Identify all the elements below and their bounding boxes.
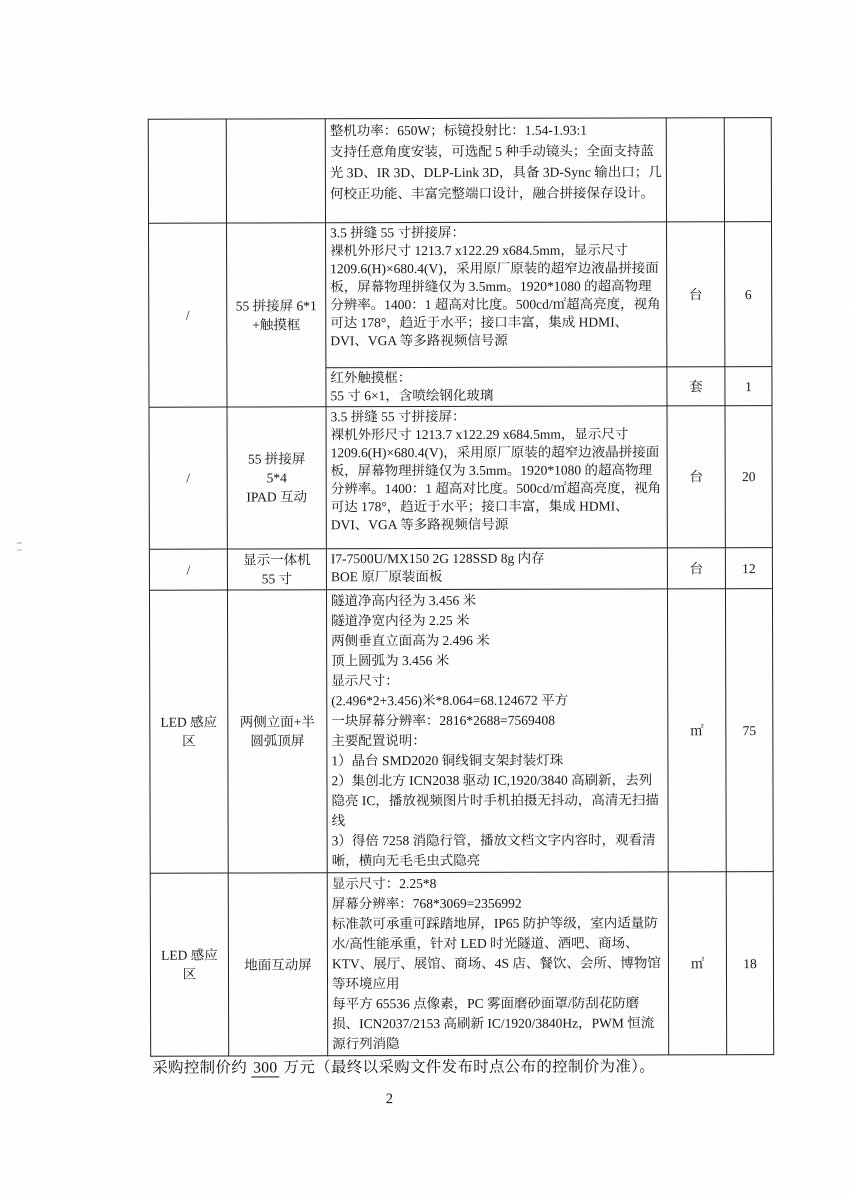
row3-unit: 台 bbox=[667, 406, 725, 548]
table-row bbox=[149, 548, 772, 591]
row4-unit: 台 bbox=[667, 548, 725, 589]
procurement-spec-table bbox=[148, 117, 774, 1057]
row5-product-name: 两侧立面+半 圆弧顶屏 bbox=[227, 590, 327, 873]
row2-videowall-spec: 3.5 拼缝 55 寸拼接屏： 裸机外形尺寸 1213.7 x122.29 x684.5mm，显示尺寸 1209.6(H)×680.4(V)，采用原厂原装的超窄边液晶拼接面板，屏幕物理拼缝仅为 3.5mm。1920*1080 的超高物理分辨率。1400：1 超高对比度。500cd/㎡超高亮度，视角可达 178°，趋近于水平；接口丰富，集成 HDMI、DVI、VGA 等多路视频信号源 bbox=[326, 222, 667, 368]
row5-led-tunnel-spec: 隧道净高内径为 3.456 米 隧道净宽内径为 2.25 米 两侧垂直立面高为 2.496 米 顶上圆弧为 3.456 米 显示尺寸： (2.496*2+3.456)米*8.064=68.124672 平方 一块屏幕分辨率：2816*2688=7569408 主要配置说明： 1）晶台 SMD2020 铜线铜支架封装灯珠 2）集创北方 ICN2038 驱动 IC,1920/3840 高刷新，去列隐亮 IC，播放视频图片时手机拍摄无抖动，高清无扫描线 3）得倍 7258 消隐行管，播放文档文字内容时，观看清晰，横向无毛毛虫式隐亮 bbox=[326, 589, 668, 873]
note-prefix: 采购控制价约 bbox=[152, 1059, 252, 1077]
table-row bbox=[149, 589, 773, 874]
row1-name-cell-empty bbox=[226, 119, 325, 223]
table-row bbox=[148, 118, 771, 224]
row1-qty-cell-empty bbox=[724, 118, 771, 222]
row2-touchframe-unit: 套 bbox=[667, 367, 725, 406]
row4-quantity: 12 bbox=[725, 548, 772, 589]
row6-unit: ㎡ bbox=[668, 872, 726, 1055]
row3-videowall-spec: 3.5 拼缝 55 寸拼接屏： 裸机外形尺寸 1213.7 x122.29 x684.5mm，显示尺寸 1209.6(H)×680.4(V)，采用原厂原装的超窄边液晶拼接面板，屏幕物理拼缝仅为 3.5mm。1920*1080 的超高物理分辨率。1400：1 超高对比度。500cd/㎡超高亮度，视角可达 178°，趋近于水平；接口丰富，集成 HDMI、DVI、VGA 等多路视频信号源 bbox=[326, 406, 667, 549]
row6-quantity: 18 bbox=[726, 872, 773, 1055]
note-suffix: 万元（最终以采购文件发布时点公布的控制价为准）。 bbox=[279, 1058, 656, 1077]
table-row bbox=[149, 222, 772, 369]
row6-product-name: 地面互动屏 bbox=[228, 873, 327, 1056]
row4-category: / bbox=[149, 549, 227, 590]
row5-quantity: 75 bbox=[725, 589, 773, 872]
row1-unit-cell-empty bbox=[666, 118, 724, 222]
row3-product-name: 55 拼接屏 5*4 IPAD 互动 bbox=[227, 407, 326, 549]
scan-artifact bbox=[17, 542, 22, 544]
row5-unit: ㎡ bbox=[667, 589, 726, 872]
row1-projector-spec-continued: 整机功率：650W；标镜投射比：1.54-1.93:1 支持任意角度安装，可选配 5 种手动镜头；全面支持蓝光 3D、IR 3D、DLP-Link 3D，具备 3D-Sync 输出口；几何校正功能、丰富完整端口设计，融合拼接保存设计。 bbox=[325, 118, 666, 223]
row2-product-name: 55 拼接屏 6*1 +触摸框 bbox=[227, 223, 326, 407]
row4-allinone-spec: I7-7500U/MX150 2G 128SSD 8g 内存 BOE 原厂原装面板 bbox=[326, 548, 667, 590]
row2-category: / bbox=[149, 223, 227, 407]
table-row bbox=[150, 872, 773, 1057]
price-control-note bbox=[152, 1056, 792, 1080]
row3-quantity: 20 bbox=[725, 406, 772, 548]
row6-category: LED 感应区 bbox=[150, 873, 228, 1056]
row2-quantity: 6 bbox=[725, 222, 772, 367]
row2-touchframe-quantity: 1 bbox=[725, 367, 772, 406]
note-price-underlined: 300 bbox=[251, 1059, 279, 1077]
row6-led-floor-spec: 显示尺寸：2.25*8 屏幕分辨率：768*3069=2356992 标准款可承重可踩踏地屏，IP65 防护等级，室内适量防水/高性能承重，针对 LED 时光隧道、酒吧、商场、KTV、展厅、展馆、商场、4S 店、餐饮、会所、博物馆等环境应用 每平方 65536 点像素，PC 雾面磨砂面罩/防刮花防磨损、ICN2037/2153 高刷新 IC/1920/3840Hz，PWM 恒流源行列消隐 bbox=[327, 872, 668, 1056]
page-number: 2 bbox=[385, 1091, 393, 1108]
row4-product-name: 显示一体机 55 寸 bbox=[227, 549, 326, 590]
table-row bbox=[149, 406, 772, 550]
row1-category-cell-empty bbox=[148, 119, 226, 223]
row3-category: / bbox=[149, 407, 227, 549]
row5-category: LED 感应区 bbox=[149, 590, 228, 873]
row2-touchframe-spec: 红外触摸框： 55 寸 6×1，含喷绘钢化玻璃 bbox=[326, 367, 667, 407]
row2-unit: 台 bbox=[667, 222, 725, 367]
